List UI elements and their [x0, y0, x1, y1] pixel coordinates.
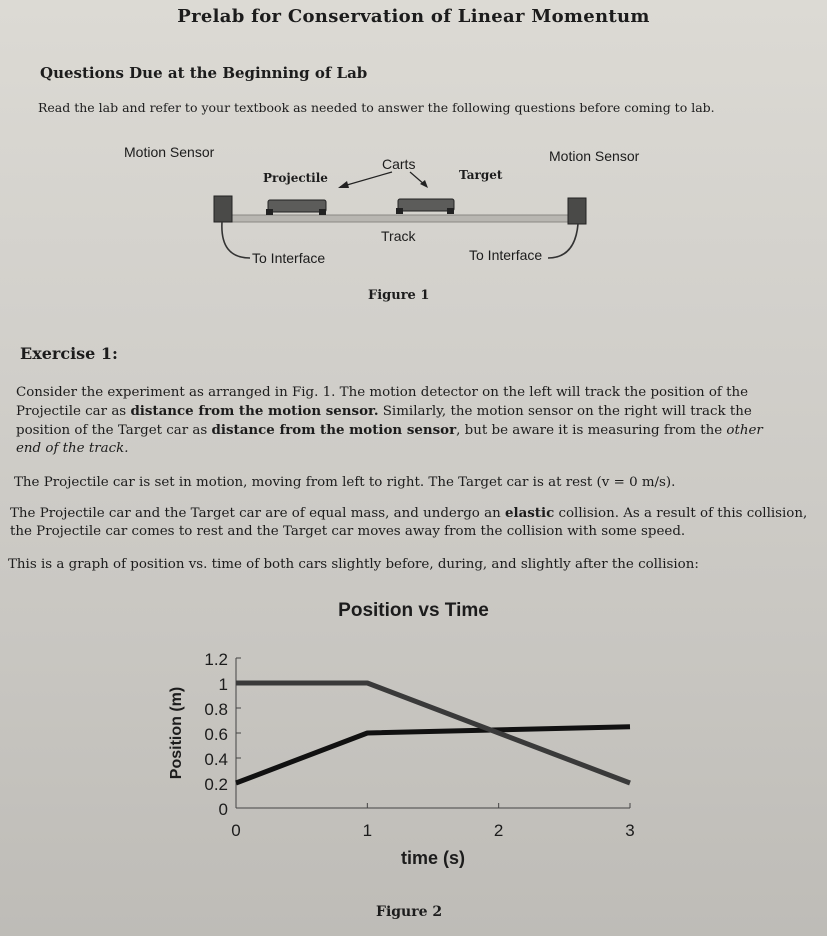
- x-tick-label: 0: [231, 821, 241, 840]
- y-tick-label: 0.2: [204, 775, 228, 794]
- document-title: Prelab for Conservation of Linear Momentum: [177, 6, 650, 27]
- right-sensor-label: Motion Sensor: [549, 148, 640, 164]
- x-tick-label: 3: [625, 821, 635, 840]
- track-label: Track: [381, 228, 416, 244]
- left-sensor-label: Motion Sensor: [124, 144, 215, 160]
- x-axis-label: time (s): [400, 848, 466, 868]
- exercise-paragraph-3: The Projectile car and the Target car are of equal mass, and undergo an elastic collision. As a result of this collision, the Projectile car comes to rest and the Target car moves away from the collision with some speed.: [10, 505, 808, 539]
- series-line-line-a: [236, 727, 630, 783]
- y-tick-label: 0.8: [204, 700, 228, 719]
- target-label: Target: [459, 168, 503, 182]
- exercise-paragraph-2: The Projectile car is set in motion, moving from left to right. The Target car is at rest (v = 0 m/s).: [14, 475, 676, 490]
- exercise-paragraph-4: This is a graph of position vs. time of both cars slightly before, during, and slightly after the collision:: [8, 557, 699, 572]
- y-tick-label: 0.6: [204, 725, 228, 744]
- y-tick-label: 0.4: [204, 750, 228, 769]
- exercise-paragraph-1: Consider the experiment as arranged in Fig. 1. The motion detector on the left will track the position of the Projectile car as distance from the motion sensor. Similarly, the motion sensor on the right will track the position of the Target car as distance from the motion sensor, but be aware it is measuring from the other end of the track.: [16, 385, 763, 456]
- section-heading: Questions Due at the Beginning of Lab: [40, 64, 368, 82]
- exercise-heading: Exercise 1:: [20, 344, 118, 363]
- y-axis-label: Position (m): [168, 686, 185, 780]
- right-interface-label: To Interface: [469, 247, 543, 263]
- y-tick-label: 1.2: [204, 650, 228, 669]
- left-interface-label: To Interface: [252, 250, 326, 266]
- y-tick-label: 0: [218, 800, 228, 819]
- figure-2-caption: Figure 2: [376, 904, 443, 920]
- figure-1-caption: Figure 1: [368, 288, 430, 303]
- intro-text: Read the lab and refer to your textbook as needed to answer the following questions before coming to lab.: [38, 100, 715, 115]
- x-tick-label: 1: [362, 821, 373, 840]
- chart-title: Position vs Time: [338, 600, 489, 621]
- x-tick-label: 2: [493, 821, 504, 840]
- projectile-label: Projectile: [263, 171, 328, 185]
- y-tick-label: 1: [218, 675, 228, 694]
- carts-label: Carts: [382, 156, 416, 172]
